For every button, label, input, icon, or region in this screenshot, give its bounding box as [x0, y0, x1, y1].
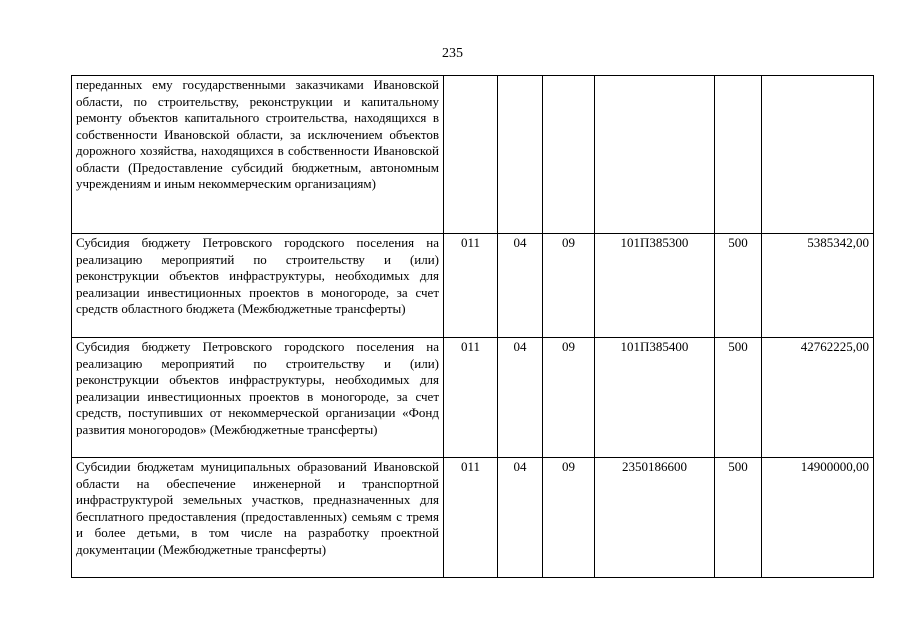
row-expense-code: 500	[715, 234, 762, 338]
row-description: переданных ему государственными заказчиками Ивановской области, по строительству, реконструкции и капитальному ремонту объектов капитального строительства, находящихся в собственности Ивановской области, за исключением объектов дорожного хозяйства, находящихся в собственности Ивановской области (Предоставление субсидий бюджетным, автономным учреждениям и иным некоммерческим организациям)	[72, 76, 444, 234]
budget-table	[71, 75, 874, 578]
row-section-code: 04	[498, 338, 543, 458]
row-subsection-code: 09	[543, 338, 595, 458]
row-amount	[762, 76, 874, 234]
row-admin-code: 011	[444, 458, 498, 578]
row-target-code: 101П385400	[595, 338, 715, 458]
table-row	[72, 458, 874, 578]
row-subsection-code	[543, 76, 595, 234]
row-amount: 14900000,00	[762, 458, 874, 578]
row-subsection-code: 09	[543, 234, 595, 338]
row-section-code: 04	[498, 234, 543, 338]
row-amount: 5385342,00	[762, 234, 874, 338]
row-section-code: 04	[498, 458, 543, 578]
row-subsection-code: 09	[543, 458, 595, 578]
row-admin-code: 011	[444, 338, 498, 458]
row-admin-code	[444, 76, 498, 234]
row-expense-code: 500	[715, 338, 762, 458]
row-expense-code: 500	[715, 458, 762, 578]
row-target-code	[595, 76, 715, 234]
row-target-code: 2350186600	[595, 458, 715, 578]
row-target-code: 101П385300	[595, 234, 715, 338]
row-admin-code: 011	[444, 234, 498, 338]
page-number: 235	[442, 46, 463, 61]
row-description: Субсидия бюджету Петровского городского поселения на реализацию мероприятий по строительству и (или) реконструкции объектов инфраструктуры, необходимых для реализации инвестиционных проектов в моногороде, за счет средств областного бюджета (Межбюджетные трансферты)	[72, 234, 444, 338]
table-row	[72, 338, 874, 458]
row-section-code	[498, 76, 543, 234]
table-row	[72, 76, 874, 234]
table-row	[72, 234, 874, 338]
row-amount: 42762225,00	[762, 338, 874, 458]
row-description: Субсидии бюджетам муниципальных образований Ивановской области на обеспечение инженерной и транспортной инфраструктурой земельных участков, предназначенных для бесплатного предоставления (предоставленных) семьям с тремя и более детьми, в том числе на разработку проектной документации (Межбюджетные трансферты)	[72, 458, 444, 578]
row-description: Субсидия бюджету Петровского городского поселения на реализацию мероприятий по строительству и (или) реконструкции объектов инфраструктуры, необходимых для реализации инвестиционных проектов в моногороде, за счет средств, поступивших от некоммерческой организации «Фонд развития моногородов» (Межбюджетные трансферты)	[72, 338, 444, 458]
row-expense-code	[715, 76, 762, 234]
